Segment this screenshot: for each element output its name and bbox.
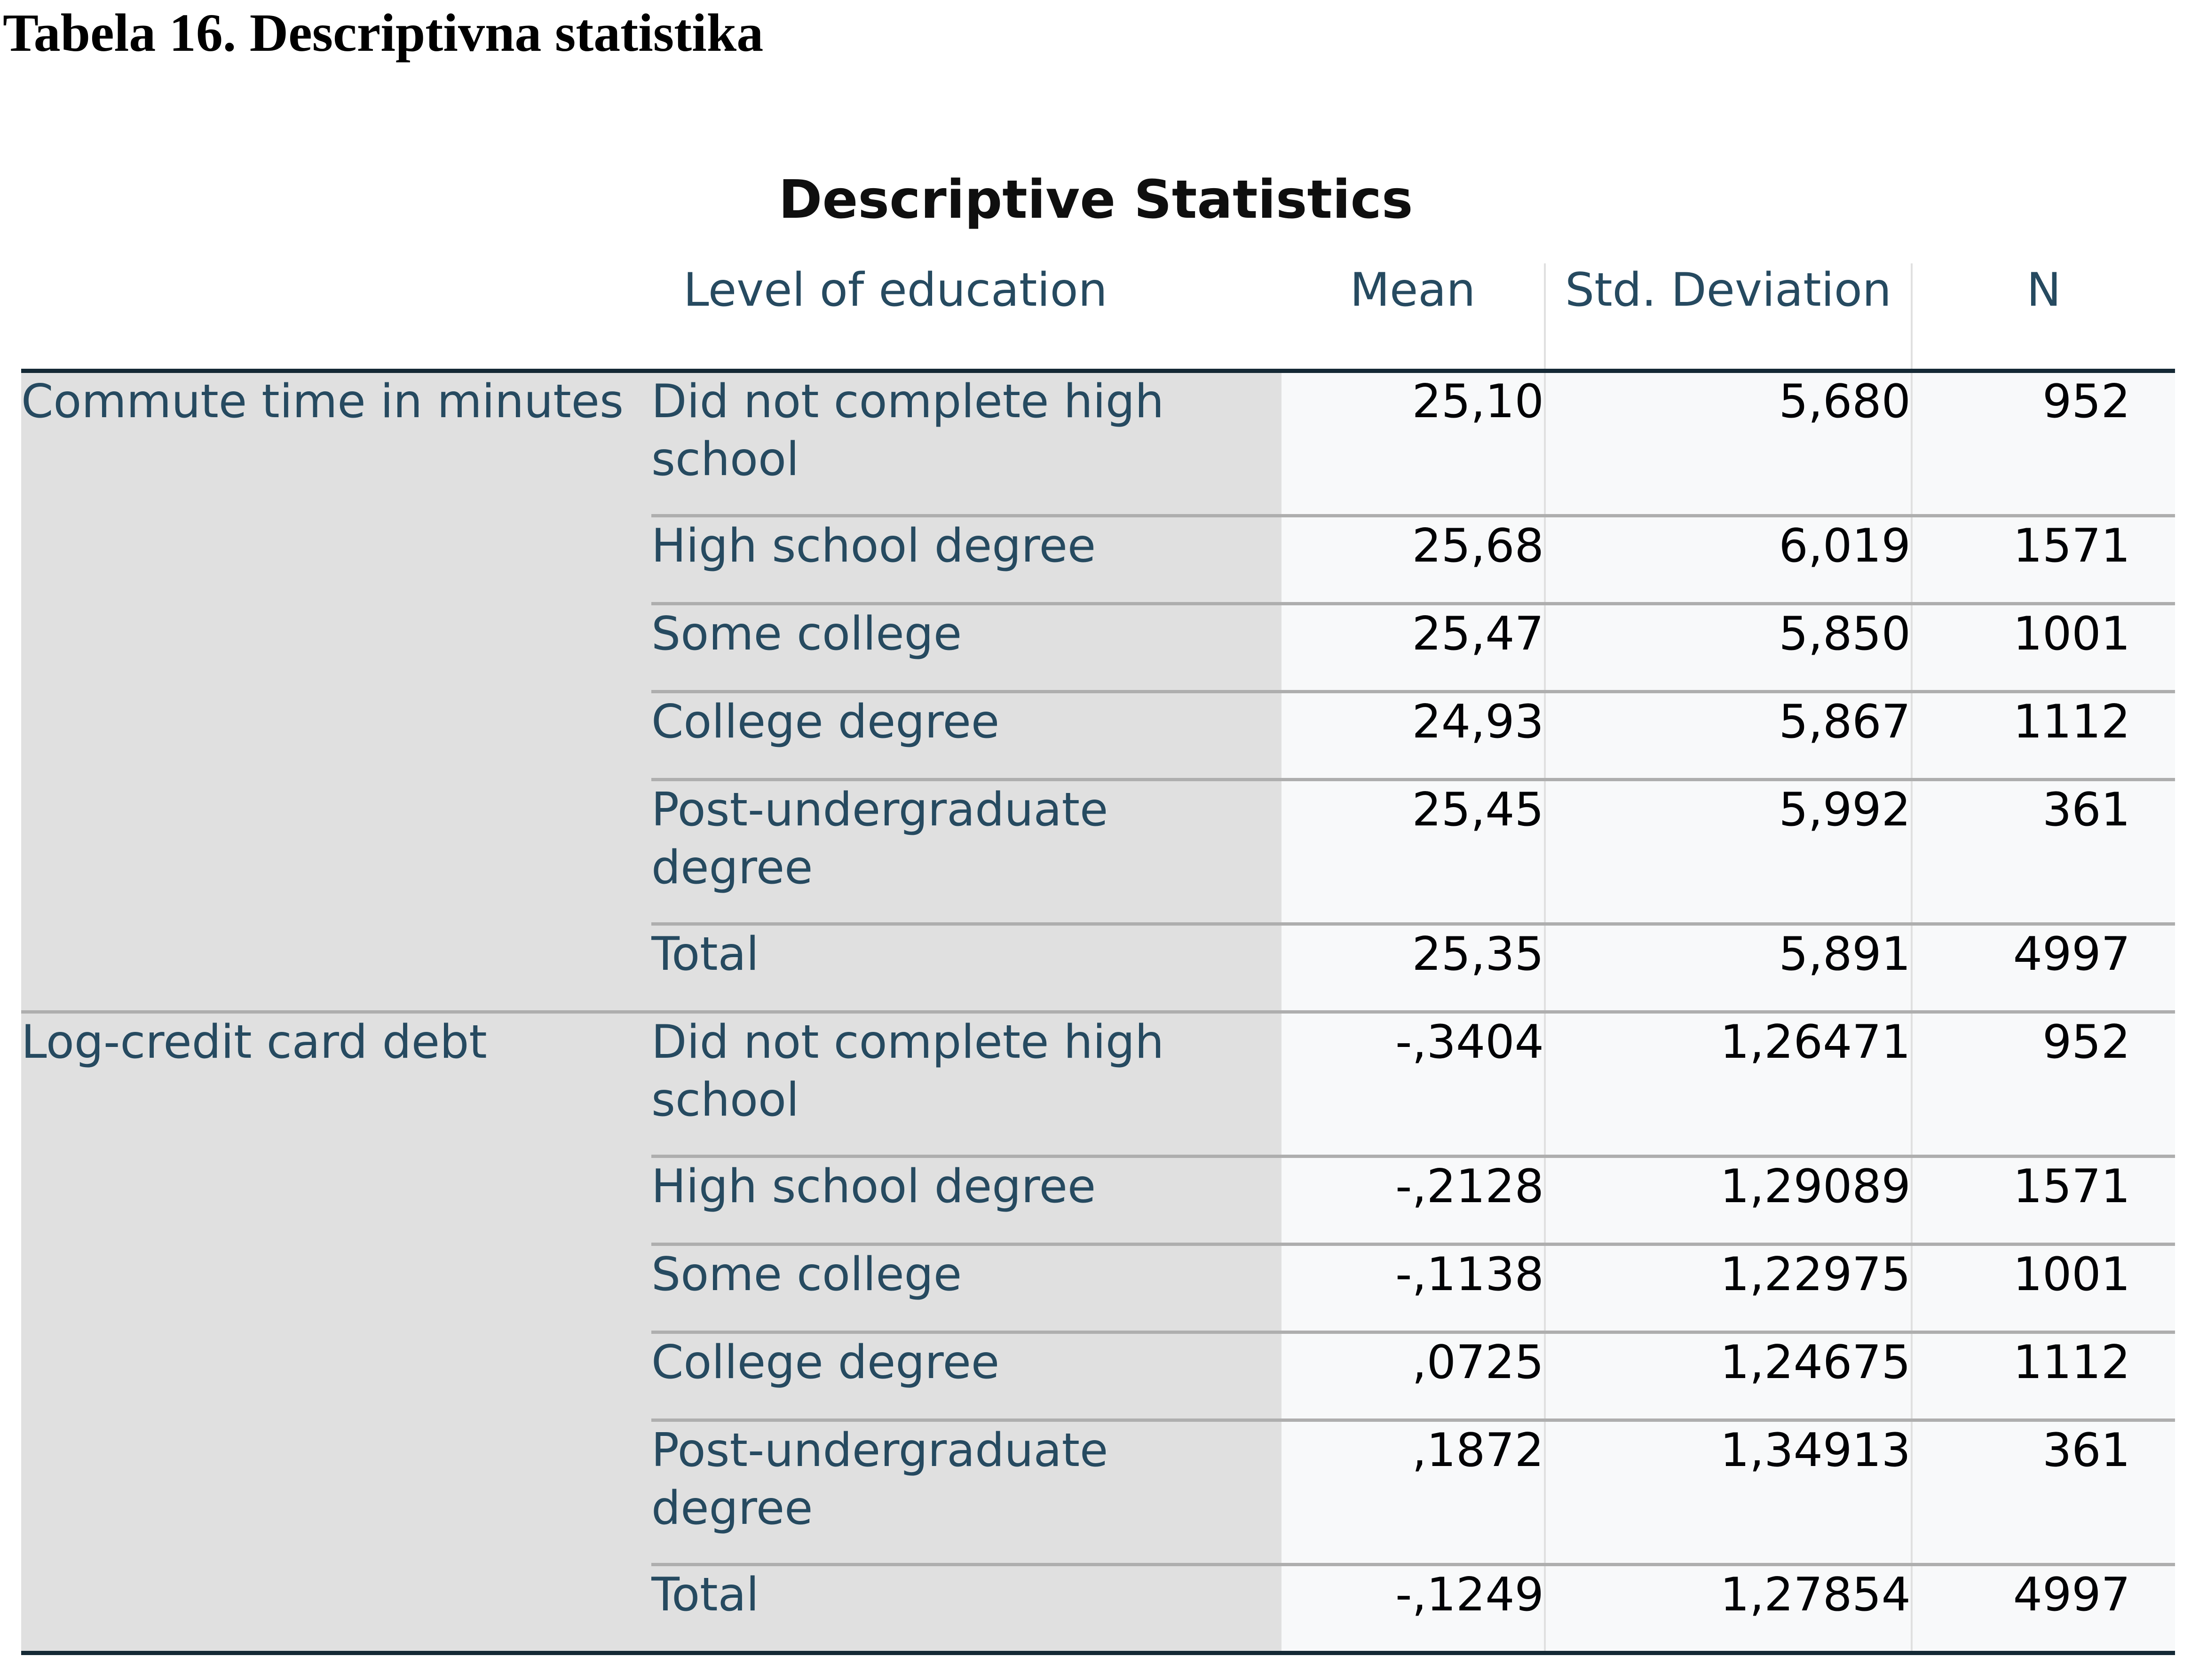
std-value: 1,29089 [1545,1157,1912,1244]
mean-value: -,1138 [1281,1244,1545,1332]
std-value: 5,867 [1545,692,1912,780]
variable-label: Log-credit card debt [21,1012,651,1653]
table-title: Descriptive Statistics [778,169,1413,230]
std-value: 6,019 [1545,516,1912,604]
mean-value: ,1872 [1281,1420,1545,1565]
n-value: 361 [1912,1420,2175,1565]
std-value: 5,850 [1545,604,1912,692]
header-std-deviation: Std. Deviation [1545,263,1912,371]
level-label: Post-undergraduate degree [651,1420,1281,1565]
n-value: 1001 [1912,1244,2175,1332]
n-value: 1571 [1912,516,2175,604]
mean-value: 24,93 [1281,692,1545,780]
header-row [21,263,2175,371]
mean-value: 25,47 [1281,604,1545,692]
level-label: College degree [651,1332,1281,1420]
header-mean: Mean [1281,263,1545,371]
n-value: 4997 [1912,924,2175,1012]
level-label: Total [651,924,1281,1012]
level-label: High school degree [651,516,1281,604]
mean-value: -,1249 [1281,1565,1545,1653]
header-n: N [1912,263,2175,371]
mean-value: 25,35 [1281,924,1545,1012]
mean-value: 25,10 [1281,371,1545,516]
header-level-of-education: Level of education [651,263,1281,371]
page-heading: Tabela 16. Descriptivna statistika [3,3,764,63]
table-row [21,1012,2175,1157]
n-value: 1112 [1912,692,2175,780]
level-label: Did not complete high school [651,371,1281,516]
n-value: 4997 [1912,1565,2175,1653]
n-value: 952 [1912,371,2175,516]
level-label: High school degree [651,1157,1281,1244]
level-label: Some college [651,1244,1281,1332]
table-row [21,371,2175,516]
std-value: 5,891 [1545,924,1912,1012]
mean-value: 25,45 [1281,780,1545,924]
header-variable [21,263,651,371]
variable-label: Commute time in minutes [21,371,651,1012]
level-label: Some college [651,604,1281,692]
n-value: 1571 [1912,1157,2175,1244]
std-value: 1,22975 [1545,1244,1912,1332]
std-value: 1,27854 [1545,1565,1912,1653]
std-value: 5,992 [1545,780,1912,924]
mean-value: 25,68 [1281,516,1545,604]
level-label: Total [651,1565,1281,1653]
mean-value: ,0725 [1281,1332,1545,1420]
descriptive-statistics-table [21,263,2175,1655]
level-label: Did not complete high school [651,1012,1281,1157]
std-value: 1,34913 [1545,1420,1912,1565]
std-value: 1,26471 [1545,1012,1912,1157]
level-label: College degree [651,692,1281,780]
n-value: 952 [1912,1012,2175,1157]
mean-value: -,3404 [1281,1012,1545,1157]
std-value: 1,24675 [1545,1332,1912,1420]
n-value: 1112 [1912,1332,2175,1420]
mean-value: -,2128 [1281,1157,1545,1244]
level-label: Post-undergraduate degree [651,780,1281,924]
n-value: 361 [1912,780,2175,924]
std-value: 5,680 [1545,371,1912,516]
n-value: 1001 [1912,604,2175,692]
